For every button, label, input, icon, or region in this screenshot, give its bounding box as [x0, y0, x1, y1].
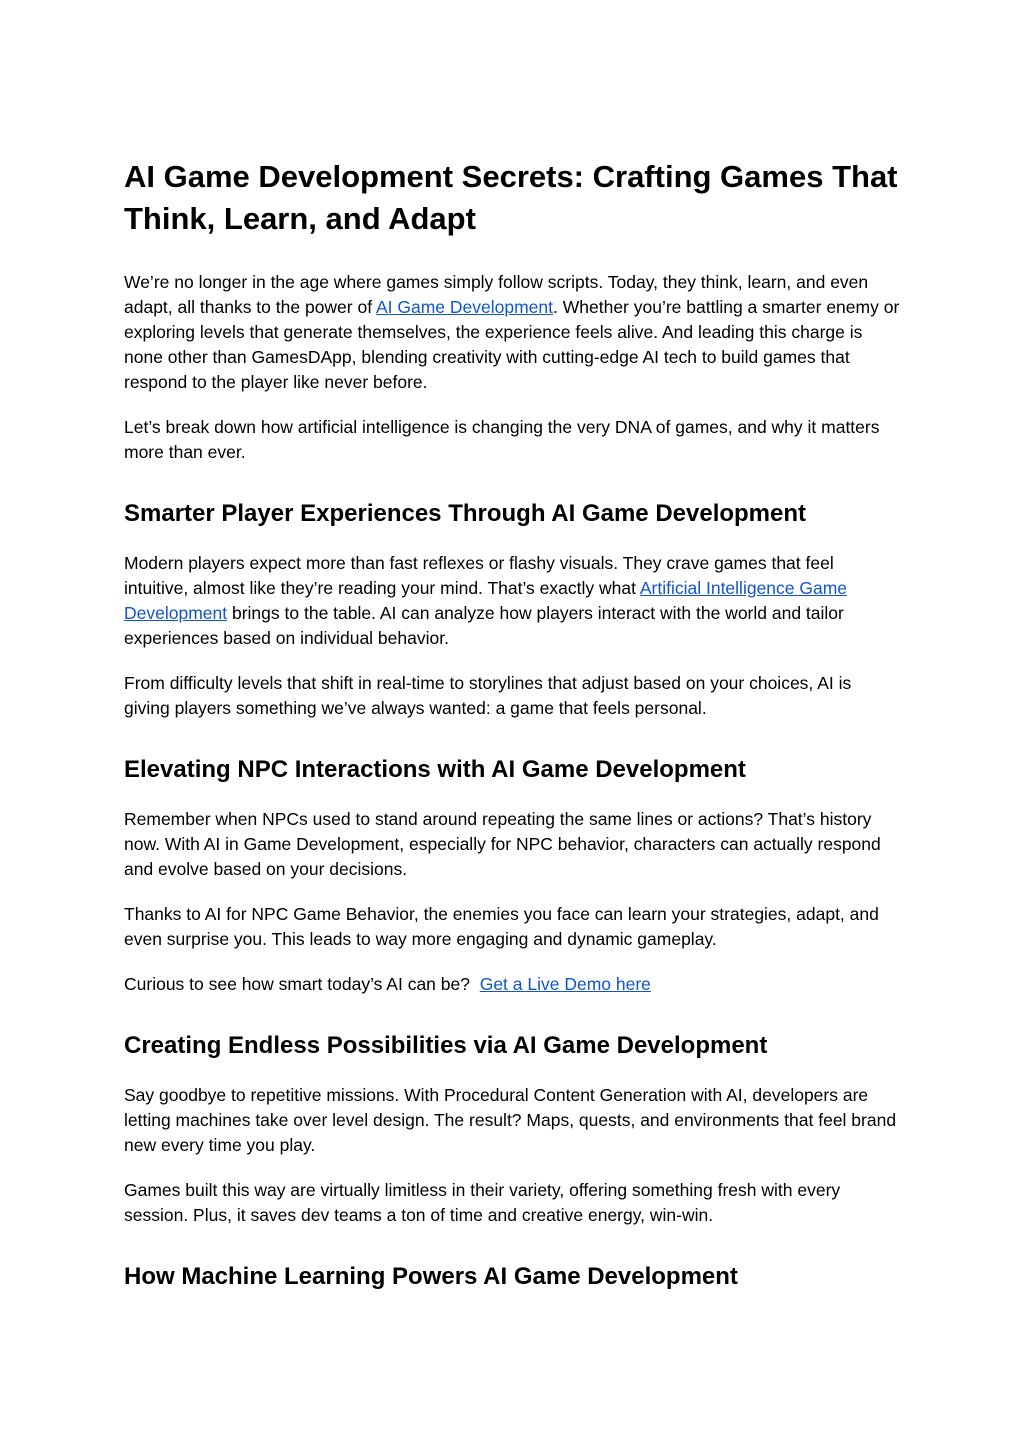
document-title: AI Game Development Secrets: Crafting Games That Think, Learn, and Adapt [124, 159, 898, 236]
intro-text-before-link: We’re no longer in the age where games simply follow scripts. Today, they think, learn, and even adapt, all thanks to the power of [124, 272, 869, 317]
live-demo-link[interactable]: Get a Live Demo here [479, 974, 651, 994]
section-heading-npc-interactions: Elevating NPC Interactions with AI Game Development [124, 756, 746, 783]
npc-paragraph-1: Remember when NPCs used to stand around repeating the same lines or actions? That’s history now. With AI in Game Development, especially for NPC behavior, characters can actually respond and evolve based on your decisions. [124, 809, 881, 879]
artificial-intelligence-game-development-link[interactable]: Artificial Intelligence Game Development [124, 578, 848, 623]
section-heading-endless-possibilities: Creating Endless Possibilities via AI Game Development [124, 1032, 768, 1059]
intro-text-after-link: . Whether you’re battling a smarter enemy or exploring levels that generate themselves, the experience feels alive. And leading this charge is none other than GamesDApp, blending creativity with cutting-edge AI tech to build games that respond to the player like never before. [124, 297, 900, 392]
ai-game-development-link[interactable]: AI Game Development [375, 297, 554, 317]
smarter-text-after-link: brings to the table. AI can analyze how players interact with the world and tailor experiences based on individual behavior. [124, 603, 844, 648]
section-heading-machine-learning: How Machine Learning Powers AI Game Development [124, 1263, 738, 1290]
smarter-player-paragraph-2: From difficulty levels that shift in real-time to storylines that adjust based on your choices, AI is giving players something we’ve always wanted: a game that feels personal. [124, 673, 852, 718]
section-heading-smarter-player: Smarter Player Experiences Through AI Game Development [124, 500, 807, 527]
endless-paragraph-2: Games built this way are virtually limitless in their variety, offering something fresh with every session. Plus, it saves dev teams a ton of time and creative energy, win-win. [124, 1180, 841, 1225]
smarter-player-paragraph-1 [124, 551, 900, 651]
endless-paragraph-1: Say goodbye to repetitive missions. With Procedural Content Generation with AI, developers are letting machines take over level design. The result? Maps, quests, and environments that feel brand new every time you play. [124, 1085, 897, 1155]
npc-paragraph-2: Thanks to AI for NPC Game Behavior, the enemies you face can learn your strategies, adapt, and even surprise you. This leads to way more engaging and dynamic gameplay. [124, 904, 879, 949]
smarter-text-before-link: Modern players expect more than fast reflexes or flashy visuals. They crave games that feel intuitive, almost like they’re reading your mind. That’s exactly what [124, 553, 834, 598]
intro-paragraph-2: Let’s break down how artificial intelligence is changing the very DNA of games, and why it matters more than ever. [124, 417, 880, 462]
live-demo-prompt-text: Curious to see how smart today’s AI can be? [124, 974, 480, 994]
intro-paragraph-1 [124, 270, 900, 395]
npc-paragraph-3 [124, 972, 900, 997]
document-page [124, 156, 900, 1314]
